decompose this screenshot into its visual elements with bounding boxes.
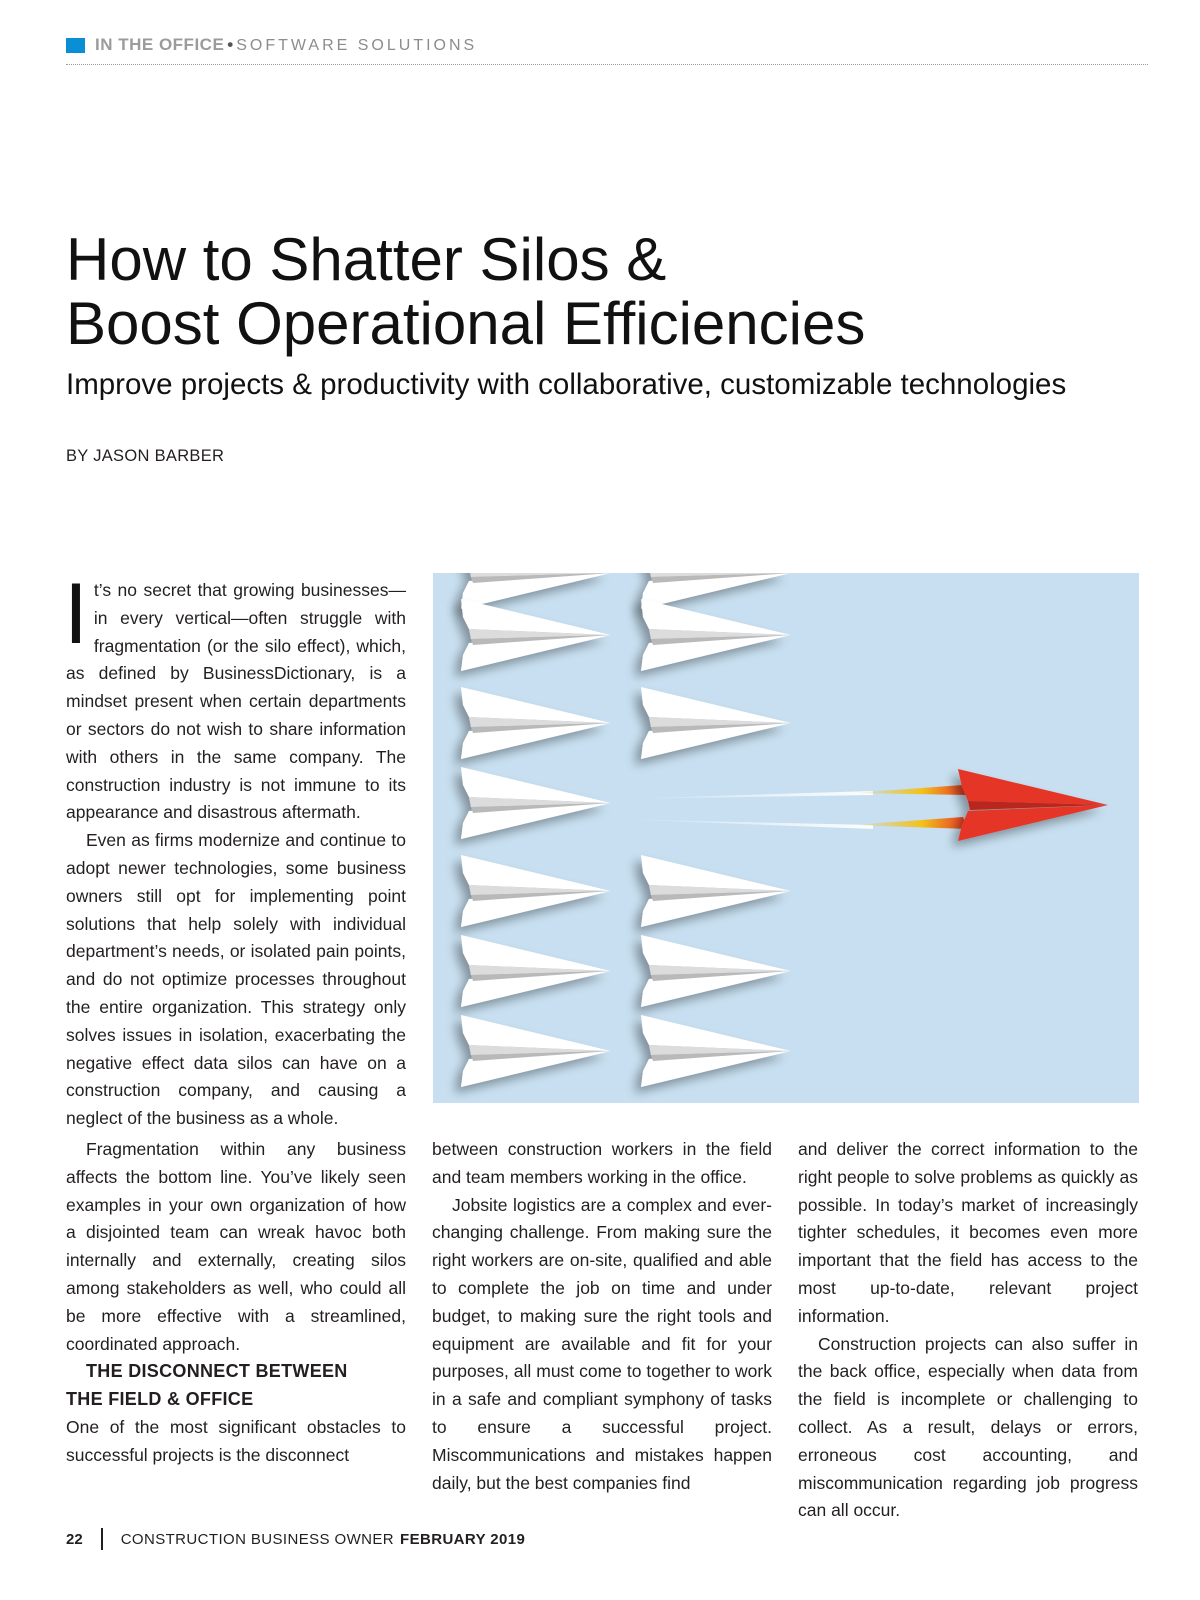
paragraph-4-end: between construction workers in the field and team members working in the office.	[432, 1139, 772, 1187]
paragraph-5-end: and deliver the correct information to the right people to solve problems as quickly as possible. In today’s market of increasingly tighter schedules, it becomes even more important that the field has access to the most up-to-date, relevant project information.	[798, 1139, 1138, 1326]
paragraph-2: Even as firms modernize and continue to adopt newer technologies, some business owners still opt for implementing point solutions that help solely with individual department’s needs, or isolated pain points, and do not optimize processes throughout the entire organization. This strategy only solves issues in isolation, exacerbating the negative effect data silos can have on a construction company, and causing a neglect of the business as a whole.	[66, 830, 406, 1129]
section-marker-square	[66, 38, 85, 53]
paragraph-5-start: Jobsite logistics are a complex and ever-changing challenge. From making sure the right workers are on-site, qualified and able to complete the job on time and under budget, to making sure the right tools and equipment are available and fit for your purposes, all must come to together to work in a safe and compliant symphony of tasks to ensure a successful project. Miscommunications and mistakes happen daily, but the best companies find	[432, 1194, 772, 1493]
paragraph-3: Fragmentation within any business affects the bottom line. You’ve likely seen examples in your own organization of how a disjointed team can wreak havoc both internally and externally, creating silos among stakeholders as well, who could all be more effective with a streamlined, coordinated approach.	[66, 1139, 406, 1354]
byline: BY JASON BARBER	[66, 447, 225, 465]
illustration-background	[433, 573, 1139, 1103]
section-label	[95, 35, 477, 55]
column-3	[798, 1136, 1138, 1525]
column-1-upper	[64, 566, 406, 1133]
section-heading	[66, 1358, 406, 1414]
title-line-2: Boost Operational Efficiencies	[66, 290, 866, 357]
paper-planes-illustration	[433, 573, 1139, 1103]
footer-divider	[101, 1528, 103, 1550]
article-title	[66, 228, 1126, 356]
paragraph-4-start: One of the most significant obstacles to successful projects is the disconnect	[66, 1416, 406, 1465]
paragraph-6: Construction projects can also suffer in the back office, especially when data from the field is incomplete or challenging to collect. As a result, delays or errors, erroneous cost accounting, and miscommunication regarding job progress can all occur.	[798, 1333, 1138, 1521]
page-footer	[66, 1528, 525, 1550]
column-1-lower	[66, 1136, 406, 1470]
section-separator: •	[227, 35, 234, 54]
section-name: IN THE OFFICE	[95, 35, 225, 54]
drop-cap: I	[64, 566, 88, 662]
paragraph-1-text: t’s no secret that growing businesses—in every vertical—often struggle with fragmentation (or the silo effect), which, as defined by BusinessDictionary, is a mindset present when certain departments or sectors do not wish to share information with others in the same company. The construction industry is not immune to its appearance and disastrous aftermath.	[66, 580, 406, 823]
article-subtitle: Improve projects & productivity with collaborative, customizable technologies	[66, 368, 1067, 401]
heading-line-1: THE DISCONNECT BETWEEN	[86, 1361, 348, 1382]
subsection-name: SOFTWARE SOLUTIONS	[236, 37, 478, 54]
page-number: 22	[66, 1531, 83, 1548]
magazine-name: CONSTRUCTION BUSINESS OWNER	[120, 1531, 395, 1548]
issue-date: FEBRUARY 2019	[400, 1531, 526, 1548]
title-line-1: How to Shatter Silos &	[66, 226, 667, 293]
column-2	[432, 1136, 772, 1497]
heading-line-2: THE FIELD & OFFICE	[66, 1389, 254, 1410]
section-header	[66, 35, 1148, 65]
paragraph-1	[64, 566, 406, 827]
